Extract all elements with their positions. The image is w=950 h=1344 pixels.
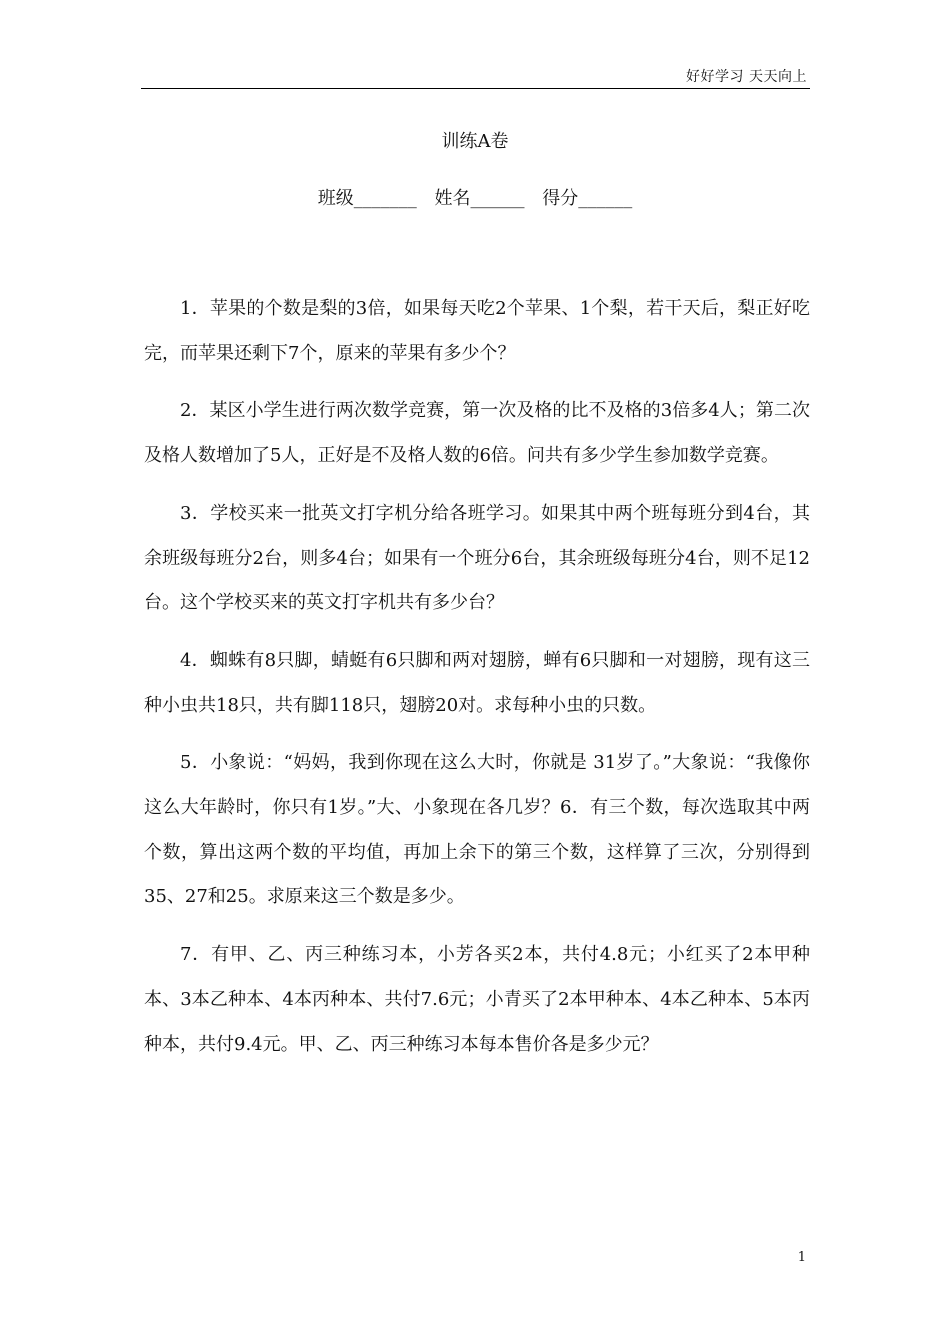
- page-header-text: 好好学习 天天向上: [686, 69, 807, 85]
- question-5: 5．小象说：“妈妈，我到你现在这么大时，你就是 31岁了。”大象说：“我像你这么大年龄时，你只有1岁。”大、小象现在各几岁？6．有三个数，每次选取其中两个数，算出这两个数的平均值，再加上余下的第三个数，这样算了三次，分别得到35、27和25。求原来这三个数是多少。: [144, 752, 810, 908]
- header-divider: [141, 88, 810, 89]
- question-2: 2．某区小学生进行两次数学竞赛，第一次及格的比不及格的3倍多4人；第二次及格人数增加了5人，正好是不及格人数的6倍。问共有多少学生参加数学竞赛。: [144, 400, 810, 467]
- class-field: 班级_______: [317, 188, 417, 209]
- question-3: 3．学校买来一批英文打字机分给各班学习。如果其中两个班每班分到4台，其余班级每班分2台，则多4台；如果有一个班分6台，其余班级每班分4台，则不足12台。这个学校买来的英文打字机共有多少台？: [144, 502, 810, 614]
- page-number: 1: [797, 1250, 806, 1265]
- worksheet-title: 训练A卷: [441, 131, 509, 152]
- student-info-line: [0, 184, 950, 210]
- question-4: 4．蜘蛛有8只脚，蜻蜓有6只脚和两对翅膀，蝉有6只脚和一对翅膀，现有这三种小虫共18只，共有脚118只，翅膀20对。求每种小虫的只数。: [144, 649, 810, 716]
- question-1: 1．苹果的个数是梨的3倍，如果每天吃2个苹果、1个梨，若干天后，梨正好吃完，而苹果还剩下7个，原来的苹果有多少个？: [144, 298, 810, 364]
- score-field: 得分______: [542, 188, 633, 209]
- question-list: [144, 287, 810, 1080]
- name-field: 姓名______: [434, 188, 525, 209]
- question-7: 7．有甲、乙、丙三种练习本，小芳各买2本，共付4.8元；小红买了2本甲种本、3本乙种本、4本丙种本、共付7.6元；小青买了2本甲种本、4本乙种本、5本丙种本，共付9.4元。甲、乙、丙三种练习本每本售价各是多少元？: [144, 944, 810, 1055]
